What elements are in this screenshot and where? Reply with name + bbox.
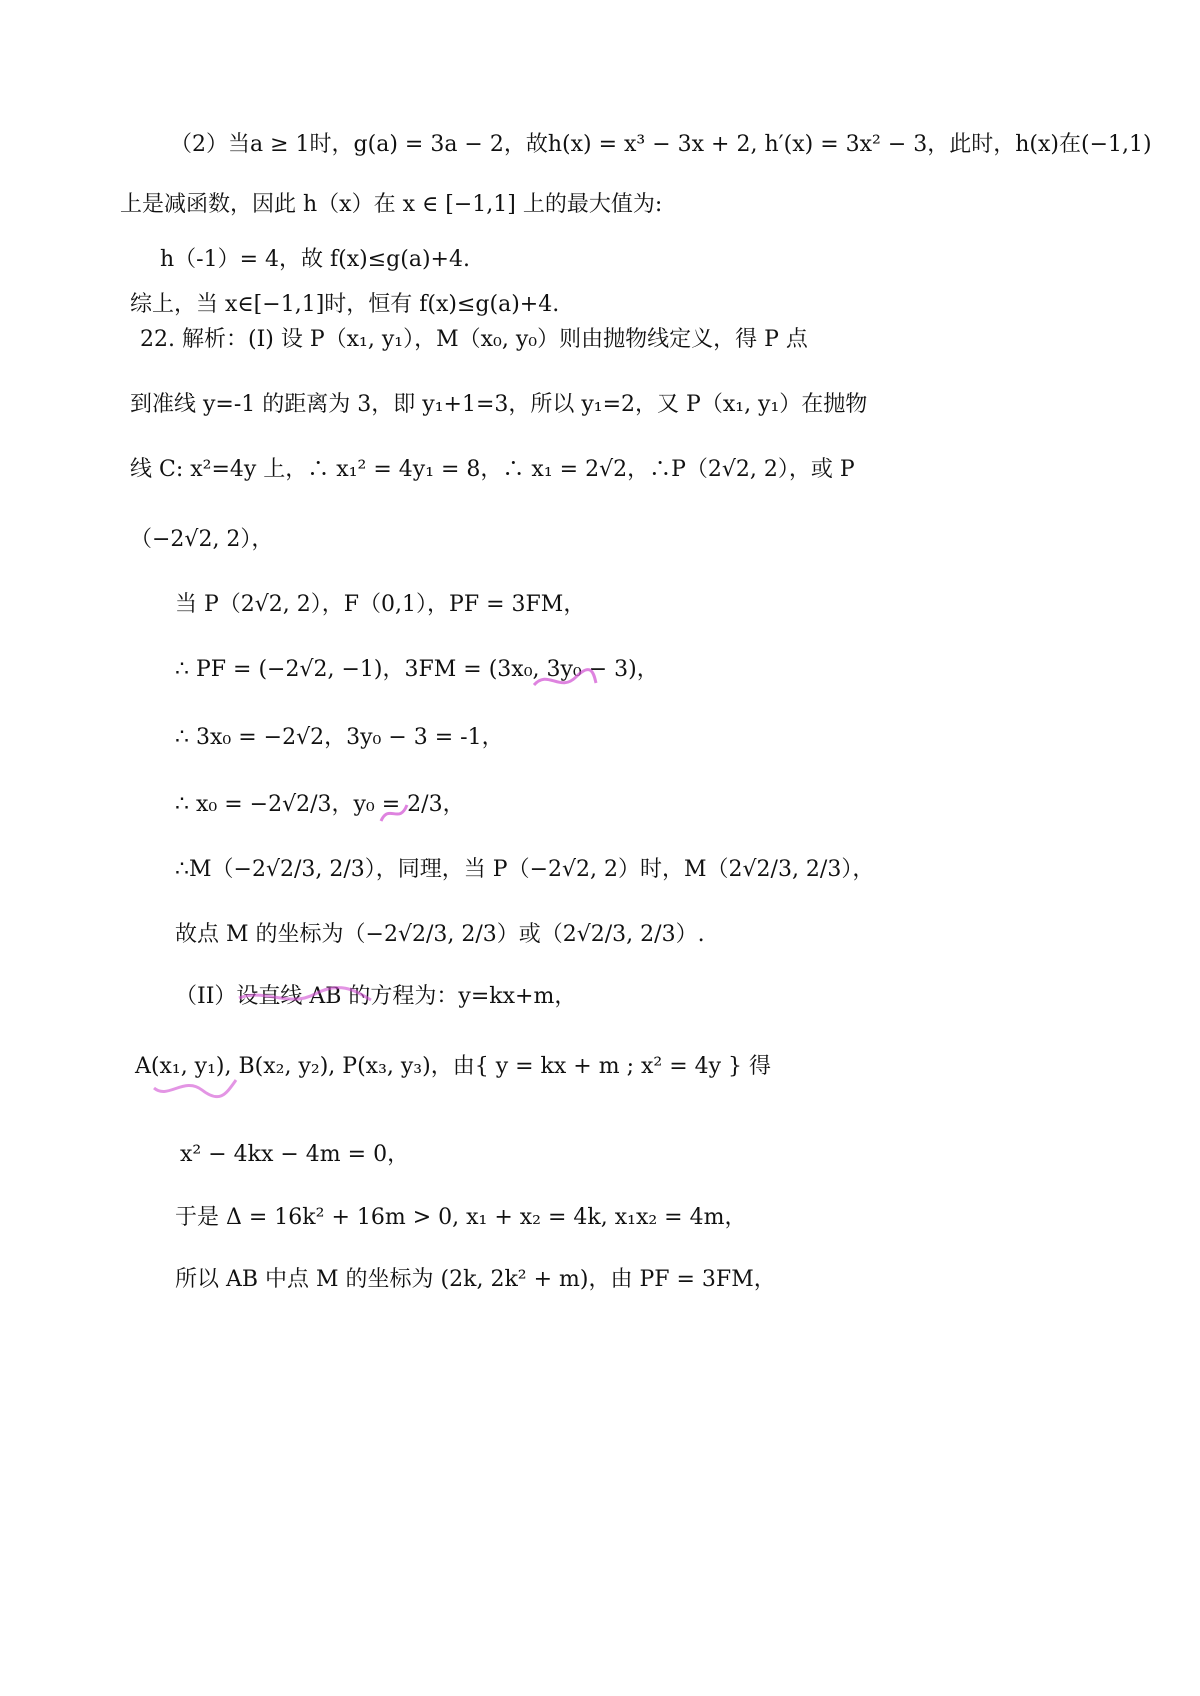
line-5: 22. 解析：(I) 设 P（x₁, y₁），M（x₀, y₀）则由抛物线定义，得 P 点 — [140, 327, 808, 352]
line-1: （2）当a ≥ 1时，g(a) = 3a − 2，故h(x) = x³ − 3x + 2, h′(x) = 3x² − 3，此时，h(x)在(−1,1) — [170, 132, 1152, 157]
line-14: 故点 M 的坐标为（−2√2/3, 2/3）或（2√2/3, 2/3）. — [175, 922, 705, 947]
line-13: ∴M（−2√2/3, 2/3），同理，当 P（−2√2, 2）时，M（2√2/3, 2/3）， — [175, 857, 875, 882]
line-11: ∴ 3x₀ = −2√2，3y₀ − 3 = -1， — [175, 725, 504, 750]
line-12: ∴ x₀ = −2√2/3，y₀ = 2/3， — [175, 792, 465, 817]
line-10: ∴ PF = (−2√2, −1)，3FM = (3x₀, 3y₀ − 3)， — [175, 657, 659, 682]
line-2: 上是减函数，因此 h（x）在 x ∈ [−1,1] 上的最大值为: — [120, 192, 663, 217]
line-8: （−2√2, 2）， — [130, 527, 274, 552]
line-17: x² − 4kx − 4m = 0， — [180, 1142, 410, 1167]
line-15: （II）设直线 AB 的方程为：y=kx+m， — [175, 984, 577, 1009]
line-7: 线 C: x²=4y 上，∴ x₁² = 4y₁ = 8，∴ x₁ = 2√2，∴P（2√2, 2），或 P — [130, 457, 855, 482]
line-3: h（-1）= 4，故 f(x)≤g(a)+4. — [160, 247, 470, 272]
line-18: 于是 Δ = 16k² + 16m > 0, x₁ + x₂ = 4k, x₁x₂ = 4m， — [175, 1205, 747, 1230]
line-6: 到准线 y=-1 的距离为 3，即 y₁+1=3，所以 y₁=2，又 P（x₁, y₁）在抛物 — [130, 392, 868, 417]
line-4: 综上，当 x∈[−1,1]时，恒有 f(x)≤g(a)+4. — [130, 292, 560, 317]
line-16: A(x₁, y₁), B(x₂, y₂), P(x₃, y₃)，由{ y = kx + m ; x² = 4y } 得 — [135, 1054, 772, 1079]
line-9: 当 P（2√2, 2），F（0,1），PF = 3FM， — [175, 592, 586, 617]
line-19: 所以 AB 中点 M 的坐标为 (2k, 2k² + m)，由 PF = 3FM， — [175, 1267, 776, 1292]
